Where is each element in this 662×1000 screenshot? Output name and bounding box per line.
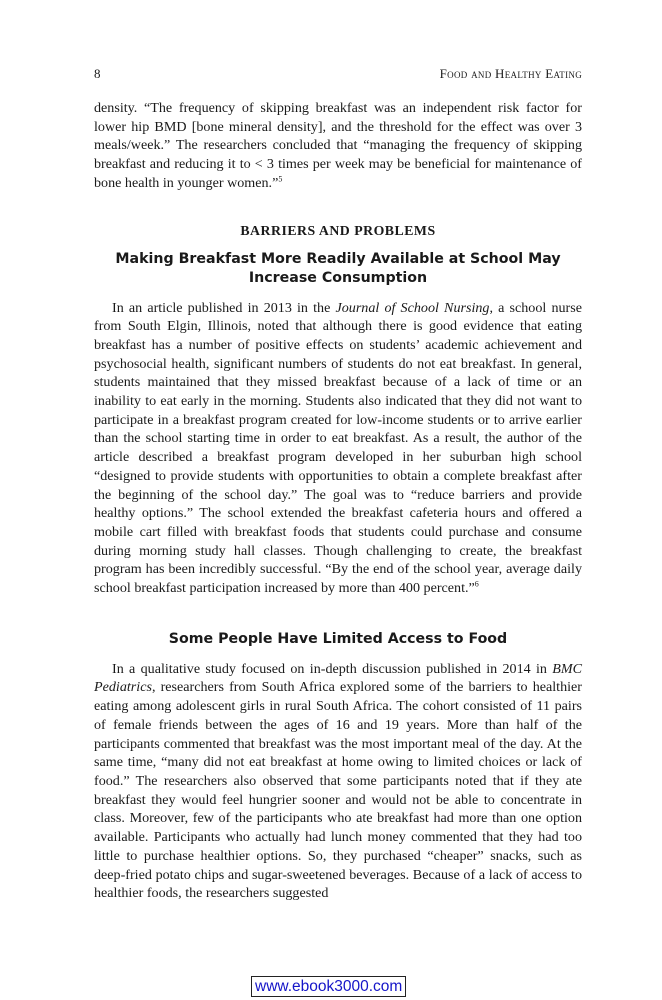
paragraph-bone-health bbox=[94, 99, 582, 193]
paragraph-text: In an article published in 2013 in the bbox=[112, 299, 336, 316]
paragraph-text: , a school nurse from South Elgin, Illinois, noted that although there is good evidence that eating breakfast has a number of positive effects on students’ academic achievement and psychosocial health, significant numbers of students do not eat breakfast. In general, students maintained that they missed breakfast because of a lack of time or an inability to eat early in the morning. Students also indicated that they did not want to participate in a breakfast program created for low-income students or to arrive earlier than the school starting time in order to eat breakfast. As a result, the author of the article described a breakfast program developed in her suburban high school “designed to provide students with opportunities to obtain a complete breakfast after the beginning of the school day.” The goal was to “reduce barriers and provide healthy options.” The school extended the breakfast cafeteria hours and offered a mobile cart filled with breakfast foods that students could purchase and consume during morning study hall classes. Though challenging to create, the breakfast program has been incredibly successful. “By the end of the school year, average daily school breakfast participation increased by more than 400 percent.” bbox=[94, 299, 582, 597]
running-head-title: Food and Healthy Eating bbox=[439, 66, 582, 81]
paragraph-text: density. “The frequency of skipping breakfast was an independent risk factor for lower hip BMD [bone mineral density], and the threshold for the effect was over 3 meals/week.” The researchers concluded that “managing the frequency of skipping breakfast and reducing it to < 3 times per week may be beneficial for maintenance of bone health in younger women.” bbox=[94, 100, 582, 191]
journal-title: Journal of School Nursing bbox=[335, 299, 490, 316]
subsection-heading-school: Making Breakfast More Readily Available at School May Increase Consumption bbox=[115, 250, 561, 286]
journal-title: BMC Pediatrics bbox=[94, 660, 582, 696]
subsection-heading-access: Some People Have Limited Access to Food bbox=[168, 630, 508, 647]
paragraph-food-access bbox=[94, 660, 582, 903]
watermark-link[interactable]: www.ebook3000.com bbox=[251, 976, 406, 997]
endnote-marker: 6 bbox=[474, 579, 479, 589]
paragraph-text: , researchers from South Africa explored some of the barriers to healthier eating among adolescent girls in rural South Africa. The cohort consisted of 11 pairs of female friends between the ages of 16 and 19 years. More than half of the participants commented that breakfast was the most important meal of the day. At the same time, “many did not eat breakfast at home owing to limited choices or lack of food.” The researchers also observed that some participants noted that if they ate breakfast they would feel hungrier sooner and would not be able to concentrate in class. Moreover, few of the participants who ate breakfast had more than one option available. Participants who actually had lunch money commented that they had too little to purchase healthier options. So, they purchased “cheaper” snacks, such as deep-fried potato chips and sugar-sweetened beverages. Because of a lack of access to healthier foods, the researchers suggested bbox=[94, 679, 582, 902]
endnote-marker: 5 bbox=[278, 174, 283, 184]
paragraph-text: In a qualitative study focused on in-depth discussion published in 2014 in bbox=[112, 660, 553, 677]
section-heading: BARRIERS AND PROBLEMS bbox=[240, 222, 436, 238]
body-text bbox=[94, 99, 582, 903]
paragraph-school-breakfast bbox=[94, 299, 582, 598]
page-number: 8 bbox=[94, 66, 101, 81]
running-head bbox=[94, 66, 582, 84]
